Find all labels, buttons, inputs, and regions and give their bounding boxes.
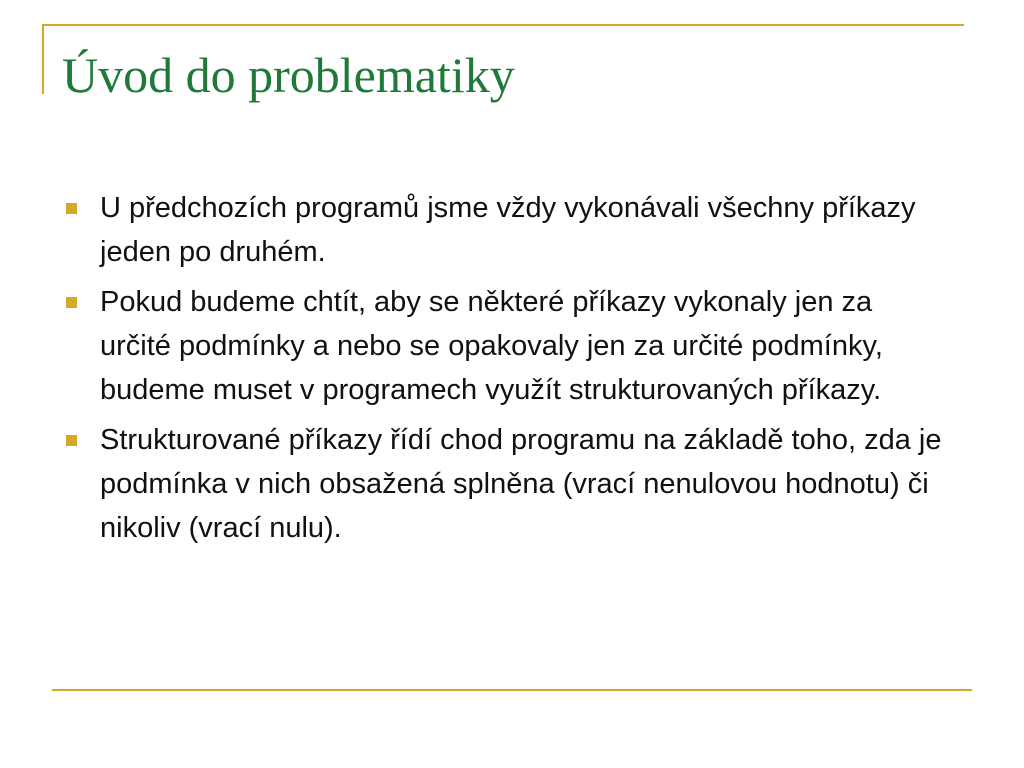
frame-top-line (42, 24, 964, 26)
square-bullet-icon (66, 297, 77, 308)
slide-title: Úvod do problematiky (62, 47, 515, 103)
bullet-text: U předchozích programů jsme vždy vykonávali všechny příkazy jeden po druhém. (100, 192, 916, 268)
square-bullet-icon (66, 435, 77, 446)
bullet-item (62, 186, 942, 274)
frame-bottom-line (52, 689, 972, 691)
bullet-item (62, 418, 942, 550)
bullet-list (62, 186, 942, 556)
frame-left-line (42, 24, 44, 94)
bullet-item (62, 280, 942, 412)
bullet-text: Strukturované příkazy řídí chod programu na základě toho, zda je podmínka v nich obsažená splněna (vrací nenulovou hodnotu) či nikoliv (vrací nulu). (100, 424, 942, 544)
bullet-text: Pokud budeme chtít, aby se některé příkazy vykonaly jen za určité podmínky a nebo se opakovaly jen za určité podmínky, budeme muset v programech využít strukturovaných příkazy. (100, 286, 883, 406)
square-bullet-icon (66, 203, 77, 214)
